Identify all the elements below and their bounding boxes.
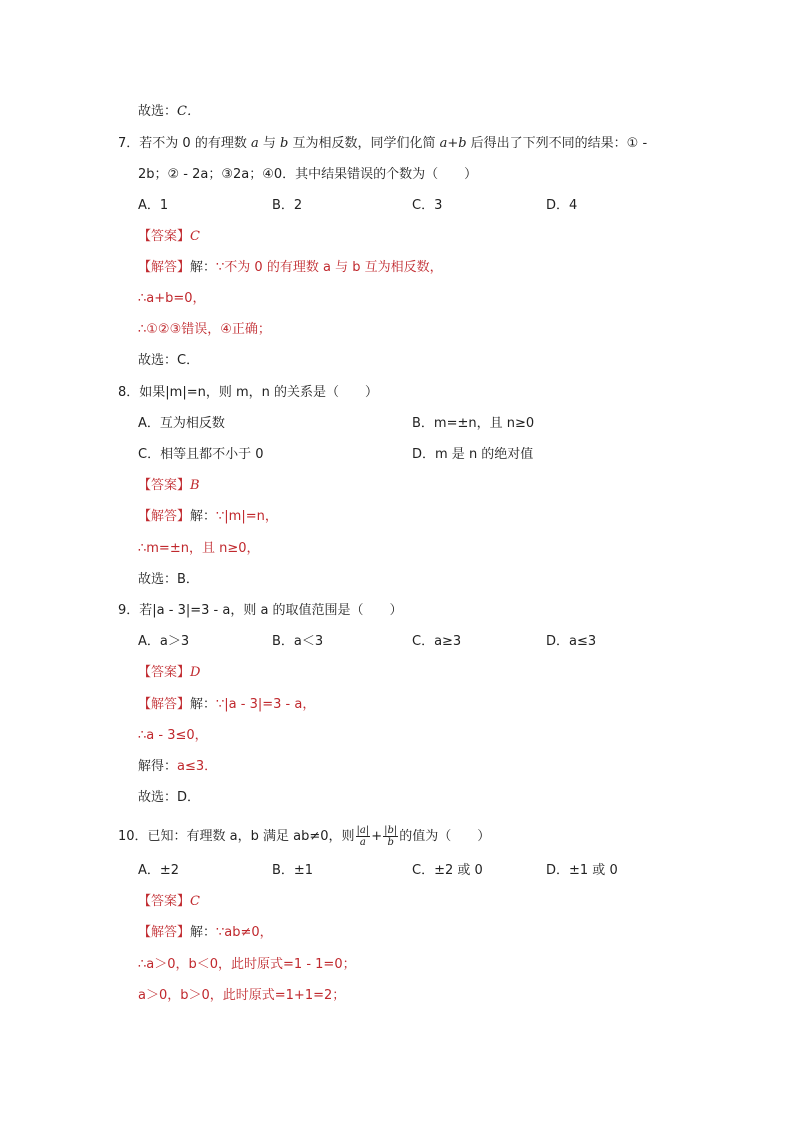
fraction-denominator: b [387, 837, 394, 848]
question-8-stem [118, 384, 378, 402]
prev-conclusion [138, 103, 200, 121]
q10-solution-line2: ∴a＞0，b＜0，此时原式=1 - 1=0； [138, 957, 356, 972]
solution-label: 【解答】 [138, 697, 191, 712]
q7-solution-line3: ∴①②③错误，④正确； [138, 322, 271, 337]
solution-prefix: 解： [190, 509, 217, 524]
q8-solution-line1 [138, 508, 278, 526]
question-7-stem-line2 [138, 166, 477, 184]
solution-text: ∵不为 0 的有理数 a 与 b 互为相反数， [216, 260, 443, 275]
answer-label: 【答案】 [138, 894, 191, 909]
answer-value: D [190, 665, 201, 680]
q8-option-d: D．m 是 n 的绝对值 [412, 447, 534, 462]
question-9-stem [118, 602, 403, 620]
q8-option-a: A．互为相反数 [138, 416, 225, 431]
solution-text: a≤3． [177, 759, 218, 774]
q10-option-a: A．±2 [138, 863, 180, 878]
stem-text: 已知：有理数 a，b 满足 ab≠0，则 [147, 829, 355, 844]
q7-option-a: A．1 [138, 198, 169, 213]
q7-solution-line1 [138, 259, 443, 277]
q9-solution-line1 [138, 696, 315, 714]
fraction-denominator: a [359, 837, 366, 848]
stem-text: 与 [258, 136, 280, 151]
stem-text: 如果|m|=n，则 m，n 的关系是（ ） [139, 385, 379, 400]
q9-conclusion: 故选：D． [138, 790, 201, 805]
solution-prefix: 解得： [138, 759, 178, 774]
answer-label: 【答案】 [138, 229, 191, 244]
question-7-stem [118, 135, 647, 153]
stem-text: 互为相反数，同学们化简 [288, 136, 440, 151]
q10-answer [138, 893, 200, 911]
question-number: 8． [118, 385, 140, 400]
fraction-abs-b-over-b [383, 825, 398, 848]
plus-sign: + [371, 829, 383, 844]
q8-option-c: C．相等且都不小于 0 [138, 447, 264, 462]
fraction-numerator: |b| [384, 825, 398, 836]
q7-answer [138, 228, 200, 246]
q9-solution-line2: ∴a - 3≤0， [138, 728, 208, 743]
q10-option-b: B．±1 [272, 863, 314, 878]
q9-answer [138, 664, 200, 682]
var-a: a [250, 136, 259, 151]
stem-text: 后得出了下列不同的结果：① - [466, 136, 648, 151]
q9-option-c: C．a≥3 [412, 634, 462, 649]
q7-option-c: C．3 [412, 198, 443, 213]
answer-value: C [190, 229, 200, 244]
conclusion-label: 故选： [138, 104, 178, 119]
solution-prefix: 解： [190, 697, 217, 712]
q8-solution-line2: ∴m=±n，且 n≥0， [138, 541, 260, 556]
q9-option-b: B．a＜3 [272, 634, 324, 649]
question-number: 7． [118, 136, 140, 151]
q7-solution-line2: ∴a+b=0， [138, 291, 206, 306]
q7-conclusion: 故选：C． [138, 353, 200, 368]
q10-solution-line3: a＞0，b＞0，此时原式=1+1=2； [138, 988, 346, 1003]
q10-solution-line1 [138, 924, 273, 942]
q9-solution-line3 [138, 758, 217, 776]
stem-text: 若不为 0 的有理数 [139, 136, 251, 151]
q7-option-b: B．2 [272, 198, 303, 213]
stem-text: 的值为（ ） [399, 829, 491, 844]
stem-text: 若|a - 3|=3 - a，则 a 的取值范围是（ ） [139, 603, 403, 618]
question-number: 10． [118, 829, 148, 844]
q8-answer [138, 477, 200, 495]
answer-label: 【答案】 [138, 665, 191, 680]
solution-label: 【解答】 [138, 925, 191, 940]
question-number: 9． [118, 603, 140, 618]
stem-text: 2b；② - 2a；③2a；④0．其中结果错误的个数为（ ） [138, 167, 478, 182]
var-b: b [279, 136, 289, 151]
conclusion-value: C． [177, 104, 200, 119]
fraction-abs-a-over-a [356, 825, 371, 848]
answer-value: B [190, 478, 200, 493]
solution-text: ∵|a - 3|=3 - a， [216, 697, 316, 712]
answer-value: C [190, 894, 200, 909]
q9-option-d: D．a≤3 [546, 634, 597, 649]
q10-option-d: D．±1 或 0 [546, 863, 618, 878]
expr: a+b [439, 136, 467, 151]
q8-conclusion: 故选：B． [138, 572, 199, 587]
solution-label: 【解答】 [138, 260, 191, 275]
q7-option-d: D．4 [546, 198, 578, 213]
solution-prefix: 解： [190, 925, 217, 940]
solution-label: 【解答】 [138, 509, 191, 524]
solution-text: ∵|m|=n， [216, 509, 278, 524]
solution-prefix: 解： [190, 260, 217, 275]
question-10-stem [118, 824, 490, 850]
fraction-numerator: |a| [356, 825, 370, 836]
q8-option-b: B．m=±n，且 n≥0 [412, 416, 535, 431]
q9-option-a: A．a＞3 [138, 634, 190, 649]
answer-label: 【答案】 [138, 478, 191, 493]
solution-text: ∵ab≠0， [216, 925, 273, 940]
q10-option-c: C．±2 或 0 [412, 863, 483, 878]
